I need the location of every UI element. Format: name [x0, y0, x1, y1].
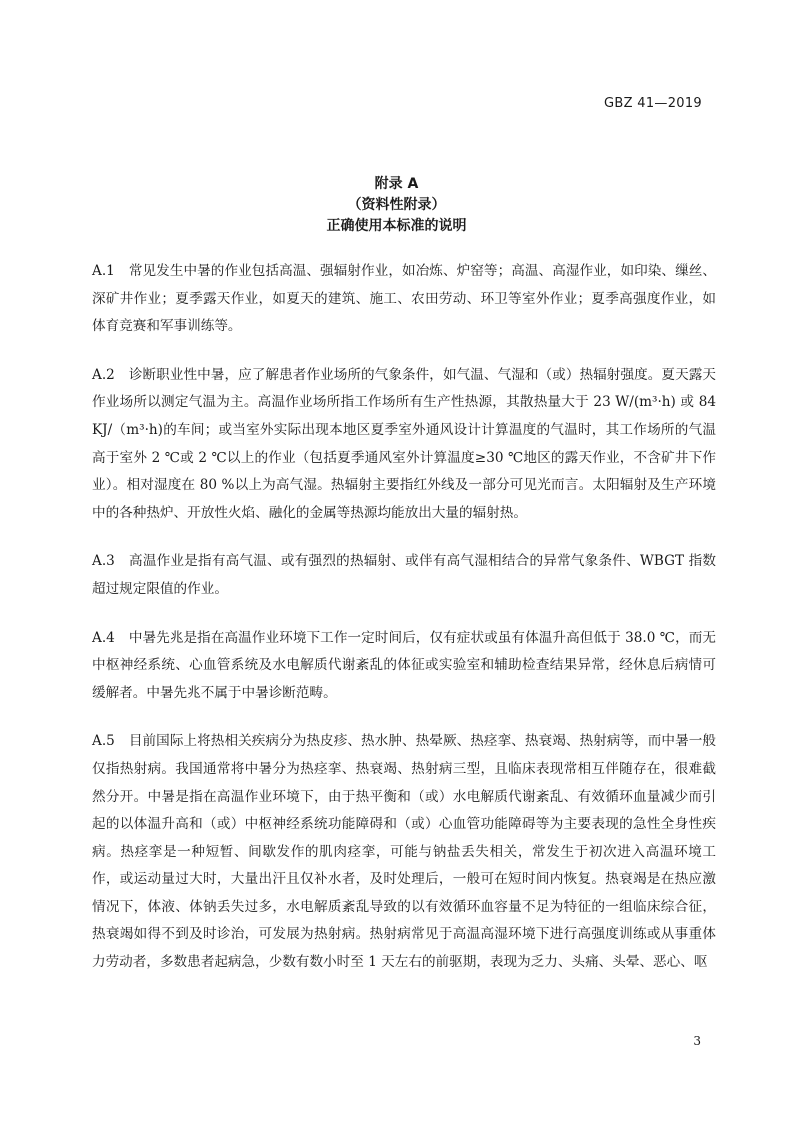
clause-a1	[92, 258, 716, 341]
appendix-header	[0, 174, 793, 237]
clause-number: A.3	[92, 553, 115, 570]
clause-text: 高温作业是指有高气温、或有强烈的热辐射、或伴有高气湿相结合的异常气象条件、WBGT 指数超过规定限值的作业。	[92, 553, 716, 597]
appendix-title: 附录 A	[374, 176, 419, 192]
clause-a4	[92, 625, 716, 708]
clause-text: 中暑先兆是指在高温作业环境下工作一定时间后，仅有症状或虽有体温升高但低于 38.0 ℃，而无中枢神经系统、心血管系统及水电解质代谢紊乱的体征或实验室和辅助检查结果异常，经休息后病情可缓解者。中暑先兆不属于中暑诊断范畴。	[92, 629, 716, 701]
clause-text: 目前国际上将热相关疾病分为热皮疹、热水肿、热晕厥、热痉挛、热衰竭、热射病等，而中暑一般仅指热射病。我国通常将中暑分为热痉挛、热衰竭、热射病三型，且临床表现常相互伴随存在，很难截然分开。中暑是指在高温作业环境下，由于热平衡和（或）水电解质代谢紊乱、有效循环血量减少而引起的以体温升高和（或）中枢神经系统功能障碍和（或）心血管功能障碍等为主要表现的急性全身性疾病。热痉挛是一种短暂、间歇发作的肌肉痉挛，可能与钠盐丢失相关，常发生于初次进入高温环境工作，或运动量过大时，大量出汗且仅补水者，及时处理后，一般可在短时间内恢复。热衰竭是在热应激情况下，体液、体钠丢失过多，水电解质紊乱导致的以有效循环血容量不足为特征的一组临床综合征，热衰竭如得不到及时诊治，可发展为热射病。热射病常见于高温高湿环境下进行高强度训练或从事重体力劳动者，多数患者起病急，少数有数小时至 1 天左右的前驱期，表现为乏力、头痛、头晕、恶心、呕	[92, 733, 716, 971]
page-number: 3	[693, 1034, 701, 1048]
clause-number: A.5	[92, 733, 115, 750]
clause-number: A.4	[92, 629, 115, 646]
appendix-subtitle: （资料性附录）	[347, 197, 446, 213]
standard-number: GBZ 41—2019	[604, 96, 702, 111]
clause-a3	[92, 548, 716, 603]
clause-a5	[92, 728, 716, 976]
clause-number: A.1	[92, 263, 115, 279]
appendix-heading: 正确使用本标准的说明	[326, 218, 467, 234]
clause-a2	[92, 362, 716, 528]
clause-text: 诊断职业性中暑，应了解患者作业场所的气象条件，如气温、气湿和（或）热辐射强度。夏天露天作业场所以测定气温为主。高温作业场所指工作场所有生产性热源，其散热量大于 23 W/(m³·h) 或 84 KJ/（m³·h)的车间；或当室外实际出现本地区夏季室外通风设计计算温度的气温时，其工作场所的气温高于室外 2 ℃或 2 ℃以上的作业（包括夏季通风室外计算温度≥30 ℃地区的露天作业，不含矿井下作业）。相对湿度在 80 %以上为高气湿。热辐射主要指红外线及一部分可见光而言。太阳辐射及生产环境中的各种热炉、开放性火焰、融化的金属等热源均能放出大量的辐射热。	[92, 366, 716, 521]
appendix-body	[92, 258, 716, 998]
clause-number: A.2	[92, 366, 115, 383]
clause-text: 常见发生中暑的作业包括高温、强辐射作业，如冶炼、炉窑等；高温、高湿作业，如印染、缫丝、深矿井作业；夏季露天作业，如夏天的建筑、施工、农田劳动、环卫等室外作业；夏季高强度作业，如体育竞赛和军事训练等。	[92, 263, 716, 335]
